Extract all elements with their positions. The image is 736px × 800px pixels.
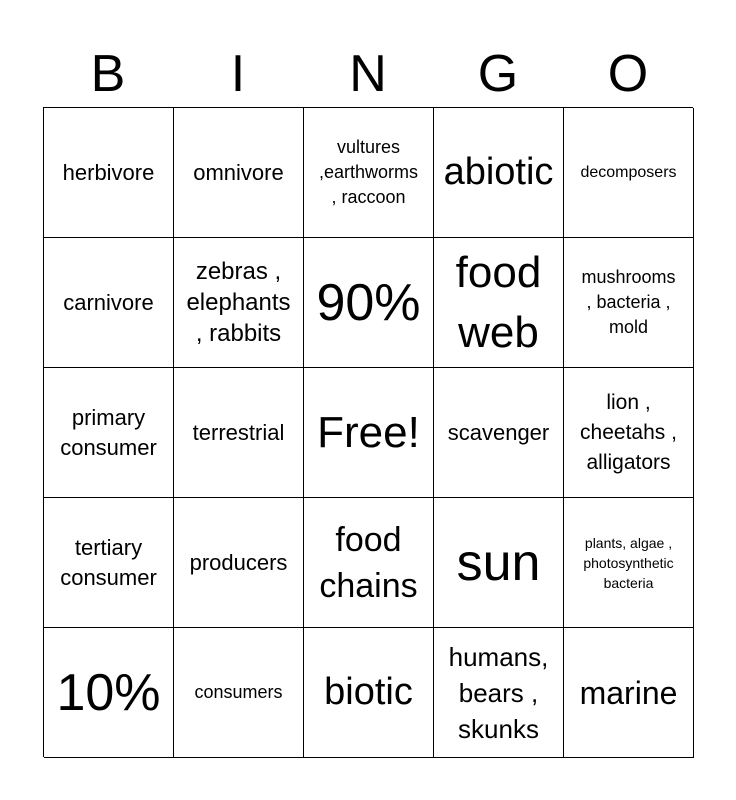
bingo-cell[interactable] — [434, 238, 564, 368]
bingo-cell[interactable] — [304, 498, 434, 628]
cell-text: biotic — [324, 671, 413, 713]
bingo-header — [43, 40, 693, 108]
bingo-cell[interactable] — [434, 628, 564, 758]
bingo-cell[interactable] — [174, 628, 304, 758]
cell-text: herbivore — [62, 159, 155, 185]
bingo-cell[interactable] — [44, 628, 174, 758]
cell-text: Free! — [317, 407, 420, 457]
bingo-cell[interactable] — [434, 368, 564, 498]
bingo-cell[interactable] — [44, 238, 174, 368]
header-letter-n: N — [349, 45, 387, 103]
cell-text: zebras , elephants , rabbits — [186, 258, 291, 347]
cell-text: mushrooms , bacteria , mold — [581, 267, 676, 337]
cell-text: omnivore — [193, 159, 284, 185]
bingo-cell[interactable] — [174, 498, 304, 628]
cell-text: producers — [189, 549, 288, 575]
cell-text: tertiary consumer — [60, 534, 157, 590]
bingo-cell[interactable] — [304, 238, 434, 368]
cell-text: carnivore — [63, 289, 154, 315]
bingo-cell[interactable] — [44, 498, 174, 628]
cell-text: abiotic — [443, 151, 554, 193]
bingo-grid — [43, 107, 693, 757]
header-letter-o: O — [607, 45, 649, 103]
cell-text: primary consumer — [60, 404, 157, 460]
bingo-cell[interactable] — [304, 368, 434, 498]
bingo-cell[interactable] — [564, 238, 694, 368]
cell-text: terrestrial — [192, 419, 285, 445]
cell-text: plants, algae , photosynthetic bacteria — [583, 534, 674, 591]
cell-text: consumers — [194, 682, 283, 702]
bingo-cell[interactable] — [174, 368, 304, 498]
cell-text: sun — [456, 533, 541, 592]
cell-text: decomposers — [580, 163, 677, 181]
header-letter-i: I — [230, 45, 246, 103]
cell-text: vultures ,earthworms , raccoon — [318, 137, 419, 207]
bingo-cell[interactable] — [304, 108, 434, 238]
cell-text: lion , cheetahs , alligators — [580, 390, 677, 474]
bingo-cell[interactable] — [564, 368, 694, 498]
cell-text: food web — [455, 247, 542, 357]
cell-text: 10% — [56, 663, 161, 722]
bingo-cell[interactable] — [174, 238, 304, 368]
bingo-cell[interactable] — [44, 108, 174, 238]
bingo-cell[interactable] — [174, 108, 304, 238]
bingo-cell[interactable] — [564, 108, 694, 238]
bingo-cell[interactable] — [44, 368, 174, 498]
cell-text: food chains — [319, 520, 418, 605]
bingo-cell[interactable] — [434, 108, 564, 238]
bingo-cell[interactable] — [564, 498, 694, 628]
bingo-cell[interactable] — [304, 628, 434, 758]
cell-text: humans, bears , skunks — [448, 641, 549, 744]
header-letter-b: B — [90, 45, 126, 103]
cell-text: marine — [579, 674, 678, 711]
bingo-cell[interactable] — [434, 498, 564, 628]
bingo-cell[interactable] — [564, 628, 694, 758]
cell-text: 90% — [316, 273, 421, 332]
header-letter-g: G — [477, 45, 519, 103]
cell-text: scavenger — [447, 419, 550, 445]
